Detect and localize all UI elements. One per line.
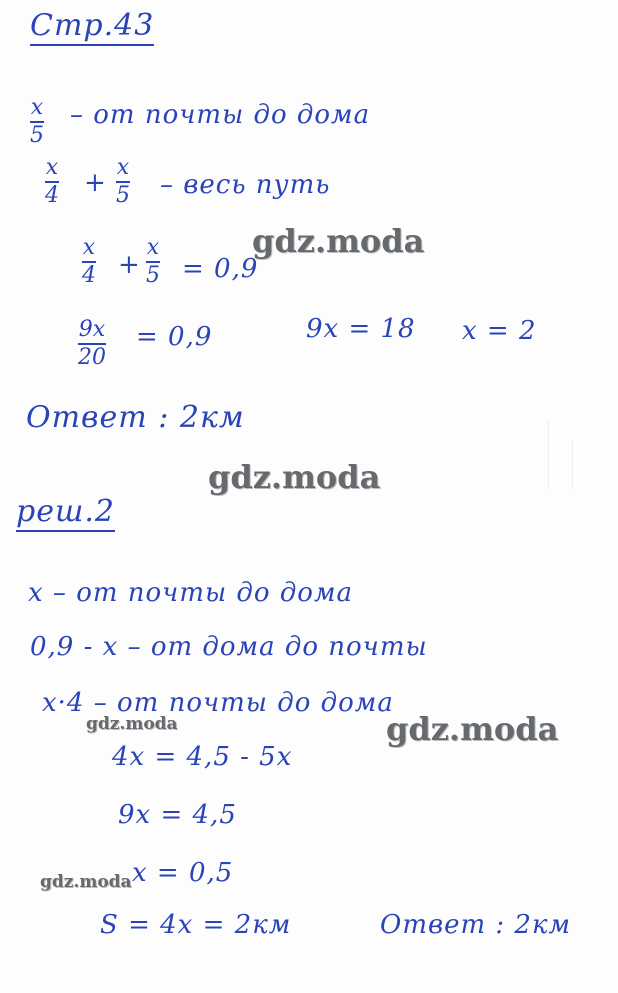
solution2-eq3: x = 0,5 [132, 858, 234, 888]
answer-1: Ответ : 2км [26, 400, 245, 435]
solution2-line1: x – от почты до дома [28, 578, 354, 608]
faint-line [572, 440, 573, 490]
line1-text: – от почты до дома [70, 100, 371, 130]
faint-line [548, 420, 549, 490]
fraction-x-over-5: x 5 [30, 95, 44, 148]
answer-2: Ответ : 2км [380, 910, 572, 940]
fraction-9x-over-20: 9x 20 [78, 317, 106, 370]
solution2-eq2: 9x = 4,5 [118, 800, 237, 830]
watermark-logo: gdz.moda [40, 872, 132, 892]
watermark-logo: gdz.moda [386, 710, 559, 748]
line4-right: x = 2 [462, 316, 537, 346]
page-label: Стр.43 [30, 8, 154, 46]
solution2-title: реш.2 [16, 494, 115, 532]
fraction-x-over-5: x 5 [116, 155, 130, 208]
fraction-x-over-4: x 4 [45, 155, 59, 208]
line4-equation: = 0,9 [136, 322, 213, 352]
solution2-eq4: S = 4x = 2км [100, 910, 292, 940]
watermark-logo: gdz.moda [86, 714, 178, 734]
line4-middle: 9x = 18 [306, 314, 416, 344]
line2-text: – весь путь [160, 170, 331, 200]
line3-equation: = 0,9 [182, 254, 259, 284]
plus-sign: + [118, 250, 141, 280]
solution2-line3: x·4 – от почты до дома [42, 688, 394, 718]
solution2-line2: 0,9 - x – от дома до почты [30, 632, 428, 662]
plus-sign: + [84, 168, 107, 198]
fraction-x-over-4: x 4 [82, 235, 96, 288]
solution2-eq1: 4x = 4,5 - 5x [112, 742, 293, 772]
watermark-logo: gdz.moda [252, 222, 425, 260]
fraction-x-over-5: x 5 [146, 235, 160, 288]
watermark-logo: gdz.moda [208, 458, 381, 496]
